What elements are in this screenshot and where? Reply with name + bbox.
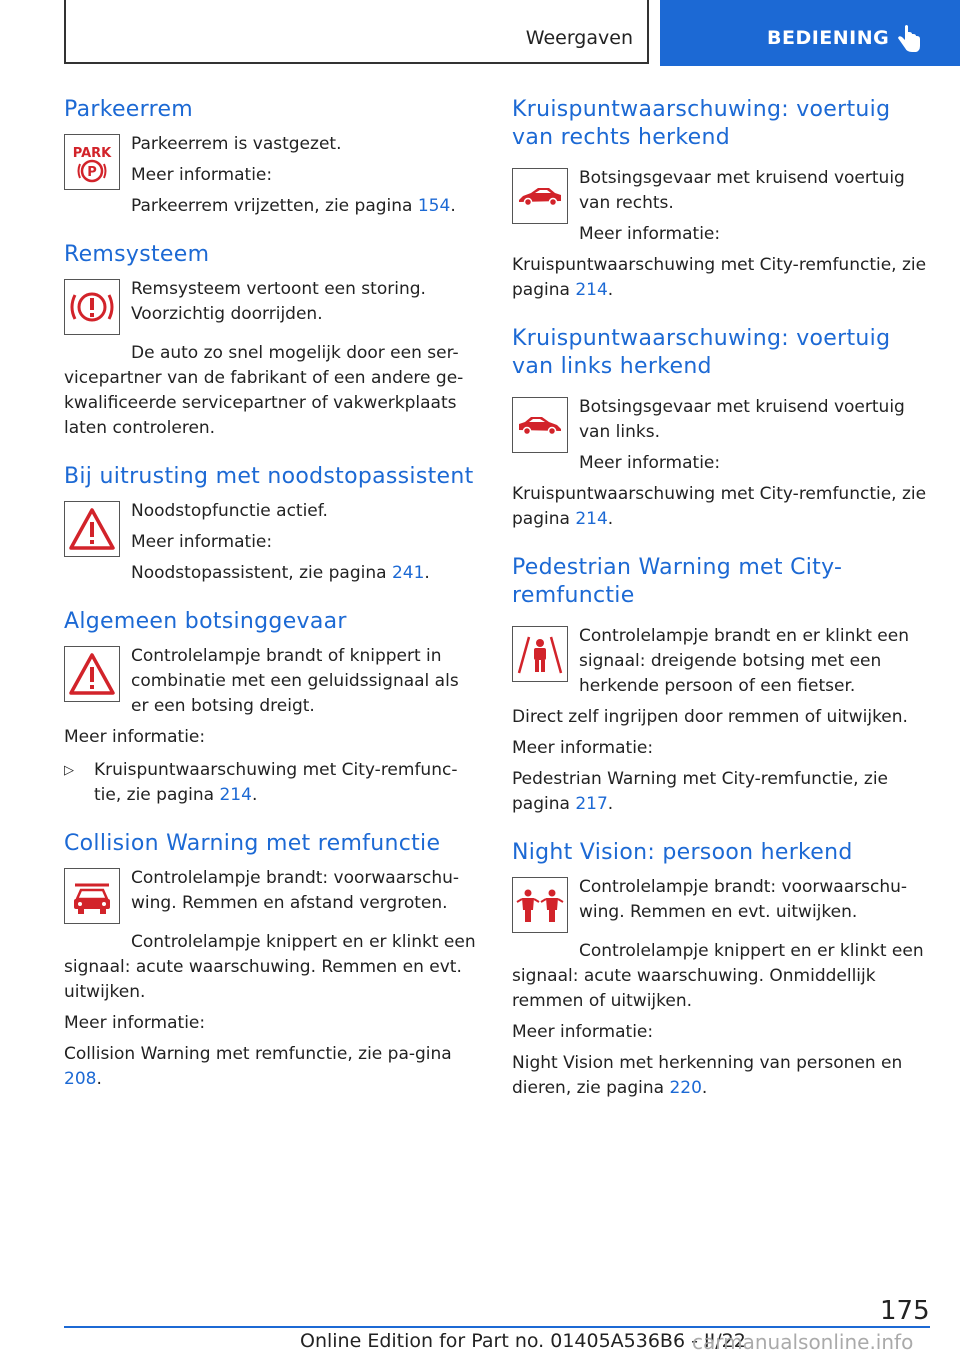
left-column xyxy=(64,96,478,1114)
page-link[interactable]: 214 xyxy=(575,509,608,529)
text: Parkeerrem is vastgezet. xyxy=(131,134,342,154)
page-number: 175 xyxy=(880,1296,930,1326)
hand-pointer-icon xyxy=(896,24,922,54)
page-link[interactable]: 217 xyxy=(575,794,608,814)
text: De auto zo snel mogelijk door een ser-vicepartner van de fabrikant of een andere ge-kwalificeerde servicepartner of vakwerkplaats laten controleren. xyxy=(64,343,464,438)
text: Kruispuntwaarschuwing met City-remfunctie, zie pagina 214. xyxy=(512,255,927,300)
warning-triangle-icon xyxy=(64,646,120,702)
header-section-label: Weergaven xyxy=(525,27,633,49)
text: Meer informatie: xyxy=(131,165,273,185)
text: Meer informatie: xyxy=(64,727,206,747)
list-item xyxy=(64,758,478,808)
page-link[interactable]: 241 xyxy=(391,563,425,583)
footer-edition: Online Edition for Part no. 01405A536B6 - II/22 xyxy=(300,1330,746,1352)
section-voertuig-rechts xyxy=(512,96,930,303)
header-chapter-label: BEDIENING xyxy=(767,27,890,49)
text: Collision Warning met remfunctie, zie pa-gina 208. xyxy=(64,1044,452,1089)
section-title: Night Vision: persoon herkend xyxy=(512,840,853,865)
section-title: Algemeen botsinggevaar xyxy=(64,609,347,634)
text: Controlelampje brandt of knippert in combinatie met een geluidssignaal als er een botsing dreigt. xyxy=(131,646,459,716)
text: Parkeerrem vrijzetten, zie pagina 154. xyxy=(131,196,456,216)
bullet-marker: ▷ xyxy=(64,763,74,778)
text: Kruispuntwaarschuwing met City-remfunctie, zie pagina 214. xyxy=(512,484,927,529)
text: Night Vision met herkenning van personen en dieren, zie pagina 220. xyxy=(512,1053,903,1098)
section-voertuig-links xyxy=(512,325,930,532)
park-brake-icon xyxy=(64,134,120,190)
page-link[interactable]: 154 xyxy=(417,196,451,216)
section-title: Kruispuntwaarschuwing: voertuig van rechts herkend xyxy=(512,97,891,150)
text: Controlelampje brandt: voorwaarschu-wing. Remmen en evt. uitwijken. xyxy=(579,877,908,922)
section-title: Parkeerrem xyxy=(64,97,194,122)
brake-system-icon xyxy=(64,279,120,335)
footer-divider xyxy=(64,1326,930,1328)
svg-text:PARK: PARK xyxy=(72,146,112,161)
text: Controlelampje brandt en er klinkt een signaal: dreigende botsing met een herkende persoon of een fietser. xyxy=(579,626,909,696)
header-section-box xyxy=(64,0,649,64)
text: Remsysteem vertoont een storing. Voorzichtig doorrijden. xyxy=(131,279,426,324)
text: Meer informatie: xyxy=(512,1022,654,1042)
section-title: Remsysteem xyxy=(64,242,210,267)
section-noodstop xyxy=(64,463,478,586)
car-side-icon xyxy=(512,397,568,453)
warning-triangle-icon xyxy=(64,501,120,557)
page-link[interactable]: 214 xyxy=(219,785,252,805)
section-title: Bij uitrusting met noodstopassistent xyxy=(64,464,474,489)
text: Meer informatie: xyxy=(512,738,654,758)
page-link[interactable]: 220 xyxy=(669,1078,702,1098)
text: Controlelampje knippert en er klinkt een signaal: acute waarschuwing. Remmen en evt. uitwijken. xyxy=(64,932,476,1002)
header-chapter-tab[interactable] xyxy=(660,0,960,66)
text: Meer informatie: xyxy=(579,453,721,473)
text: Meer informatie: xyxy=(131,532,273,552)
section-night-vision xyxy=(512,839,930,1101)
page-link[interactable]: 208 xyxy=(64,1069,97,1089)
section-botsinggevaar xyxy=(64,608,478,808)
text: Direct zelf ingrijpen door remmen of uitwijken. xyxy=(512,707,908,727)
right-column xyxy=(512,96,930,1123)
text: Controlelampje brandt: voorwaarschu-wing. Remmen en afstand vergroten. xyxy=(131,868,460,913)
car-side-icon xyxy=(512,168,568,224)
text: Botsingsgevaar met kruisend voertuig van links. xyxy=(579,397,905,442)
pedestrian-icon xyxy=(512,626,568,682)
text: Controlelampje knippert en er klinkt een signaal: acute waarschuwing. Onmiddellijk remmen of uitwijken. xyxy=(512,941,924,1011)
section-remsysteem xyxy=(64,241,478,441)
car-front-icon xyxy=(64,868,120,924)
section-title: Collision Warning met remfunctie xyxy=(64,831,441,856)
text: Kruispuntwaarschuwing met City-remfunc-tie, zie pagina 214. xyxy=(94,760,458,805)
text: Noodstopassistent, zie pagina 241. xyxy=(131,563,430,583)
watermark: carmanualsonline.info xyxy=(692,1330,914,1354)
text: Botsingsgevaar met kruisend voertuig van rechts. xyxy=(579,168,905,213)
svg-text:P: P xyxy=(87,165,97,180)
persons-icon xyxy=(512,877,568,933)
section-pedestrian-warning xyxy=(512,554,930,817)
section-title: Kruispuntwaarschuwing: voertuig van links herkend xyxy=(512,326,891,379)
text: Noodstopfunctie actief. xyxy=(131,501,328,521)
text: Pedestrian Warning met City-remfunctie, zie pagina 217. xyxy=(512,769,889,814)
page-link[interactable]: 214 xyxy=(575,280,608,300)
section-collision-warning xyxy=(64,830,478,1092)
section-title: Pedestrian Warning met City-remfunctie xyxy=(512,555,843,608)
text: Meer informatie: xyxy=(579,224,721,244)
text: Meer informatie: xyxy=(64,1013,206,1033)
section-parkeerrem xyxy=(64,96,478,219)
